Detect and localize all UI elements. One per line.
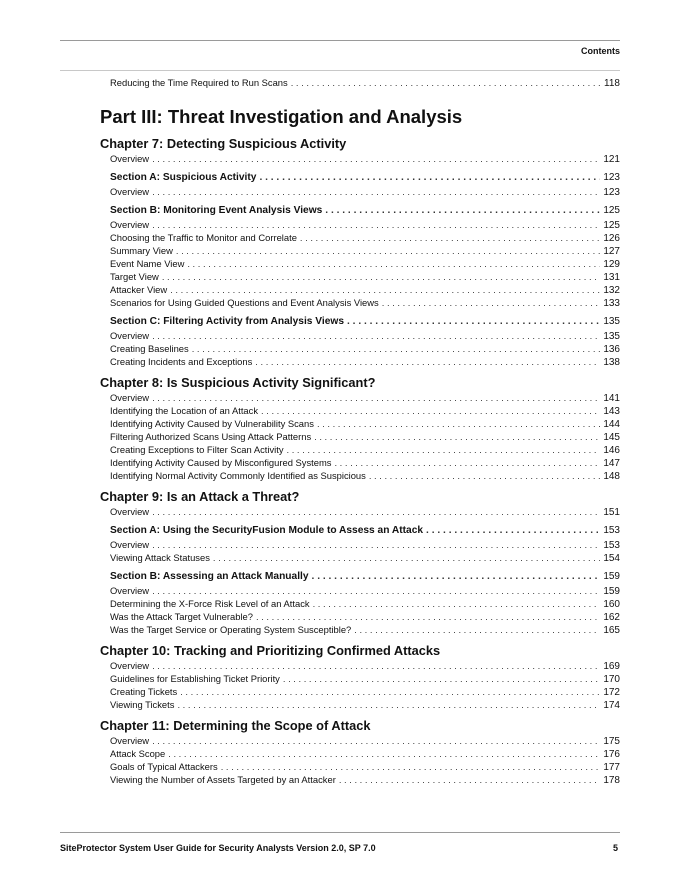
dot-leader xyxy=(255,355,600,368)
toc-section-entry[interactable] xyxy=(100,570,620,584)
toc-section-entry[interactable] xyxy=(100,171,620,185)
footer-document-title: SiteProtector System User Guide for Security Analysts Version 2.0, SP 7.0 xyxy=(60,843,376,853)
toc-section-entry[interactable] xyxy=(100,204,620,218)
toc-entry[interactable] xyxy=(100,747,620,760)
toc-entry[interactable] xyxy=(100,538,620,551)
dot-leader xyxy=(187,257,600,270)
toc-entry-title: Attack Scope xyxy=(110,748,166,759)
header-rule xyxy=(60,40,620,41)
dot-leader xyxy=(170,283,600,296)
toc-entry-title: Identifying the Location of an Attack xyxy=(110,405,259,416)
dot-leader xyxy=(317,417,600,430)
toc-entry-title: Overview xyxy=(110,219,150,230)
chapter-heading: Chapter 11: Determining the Scope of Attack xyxy=(100,718,371,733)
toc-entry-title: Choosing the Traffic to Monitor and Correlate xyxy=(110,232,297,243)
toc-entry[interactable] xyxy=(100,218,620,231)
footer-page-number: 5 xyxy=(612,843,618,853)
toc-entry-title: Scenarios for Using Guided Questions and Event Analysis Views xyxy=(110,297,379,308)
dot-leader xyxy=(152,218,600,231)
dot-leader xyxy=(162,270,601,283)
toc-entry-page: 151 xyxy=(603,507,620,518)
toc-entry-page: 125 xyxy=(603,205,620,216)
toc-entry[interactable] xyxy=(100,283,620,296)
dot-leader xyxy=(382,296,601,309)
toc-entry-title: Was the Target Service or Operating System Susceptible? xyxy=(110,624,352,635)
table-of-contents xyxy=(100,76,620,786)
toc-entry-page: 148 xyxy=(603,471,620,482)
toc-entry[interactable] xyxy=(100,672,620,685)
toc-entry-page: 147 xyxy=(603,458,620,469)
toc-entry[interactable] xyxy=(100,417,620,430)
toc-entry-title: Identifying Normal Activity Commonly Identified as Suspicious xyxy=(110,470,366,481)
toc-entry[interactable] xyxy=(100,152,620,165)
toc-entry[interactable] xyxy=(100,329,620,342)
toc-section-entry[interactable] xyxy=(100,315,620,329)
toc-entry-title: Filtering Authorized Scans Using Attack Patterns xyxy=(110,431,312,442)
chapter-heading: Chapter 8: Is Suspicious Activity Significant? xyxy=(100,375,376,390)
dot-leader xyxy=(339,773,600,786)
toc-entry-title: Overview xyxy=(110,539,150,550)
dot-leader xyxy=(177,698,600,711)
toc-entry[interactable] xyxy=(100,773,620,786)
dot-leader xyxy=(176,244,600,257)
chapter-heading: Chapter 10: Tracking and Prioritizing Confirmed Attacks xyxy=(100,643,441,658)
toc-entry[interactable] xyxy=(100,456,620,469)
toc-section-entry[interactable] xyxy=(100,524,620,538)
toc-entry-title: Attacker View xyxy=(110,284,168,295)
dot-leader xyxy=(334,456,600,469)
footer-rule xyxy=(60,832,620,833)
dot-leader xyxy=(369,469,600,482)
dot-leader xyxy=(313,597,601,610)
toc-entry-title: Goals of Typical Attackers xyxy=(110,761,218,772)
dot-leader xyxy=(152,538,600,551)
toc-entry[interactable] xyxy=(100,185,620,198)
part-heading: Part III: Threat Investigation and Analysis xyxy=(100,106,463,127)
dot-leader xyxy=(312,570,601,584)
toc-entry-page: 126 xyxy=(603,233,620,244)
dot-leader xyxy=(152,734,600,747)
dot-leader xyxy=(152,185,600,198)
toc-entry[interactable] xyxy=(100,355,620,368)
toc-entry-page: 146 xyxy=(603,445,620,456)
toc-entry-page: 162 xyxy=(603,612,620,623)
toc-entry[interactable] xyxy=(100,469,620,482)
toc-entry-page: 121 xyxy=(603,154,620,165)
dot-leader xyxy=(287,443,601,456)
dot-leader xyxy=(152,505,600,518)
toc-entry-page: 178 xyxy=(603,775,620,786)
dot-leader xyxy=(152,391,600,404)
toc-entry-title: Summary View xyxy=(110,245,173,256)
dot-leader xyxy=(283,672,600,685)
toc-entry-page: 154 xyxy=(603,553,620,564)
toc-entry-page: 160 xyxy=(603,599,620,610)
toc-entry-page: 143 xyxy=(603,406,620,417)
toc-entry-title: Overview xyxy=(110,660,150,671)
toc-entry[interactable] xyxy=(100,584,620,597)
toc-entry[interactable] xyxy=(100,659,620,672)
toc-entry-title: Was the Attack Target Vulnerable? xyxy=(110,611,253,622)
toc-entry-title: Section B: Assessing an Attack Manually xyxy=(110,571,309,582)
header-subrule xyxy=(60,70,620,71)
toc-entry-title: Determining the X-Force Risk Level of an Attack xyxy=(110,598,310,609)
toc-entry-title: Event Name View xyxy=(110,258,185,269)
toc-entry-title: Overview xyxy=(110,735,150,746)
toc-entry-title: Viewing Attack Statuses xyxy=(110,552,210,563)
dot-leader xyxy=(152,659,600,672)
toc-entry[interactable] xyxy=(100,685,620,698)
toc-entry-title: Overview xyxy=(110,392,150,403)
toc-entry[interactable] xyxy=(100,734,620,747)
toc-entry[interactable] xyxy=(100,443,620,456)
dot-leader xyxy=(300,231,600,244)
dot-leader xyxy=(261,404,600,417)
toc-entry[interactable] xyxy=(100,296,620,309)
dot-leader xyxy=(192,342,601,355)
dot-leader xyxy=(221,760,601,773)
toc-entry-page: 170 xyxy=(603,674,620,685)
toc-entry-title: Section A: Using the SecurityFusion Module to Assess an Attack xyxy=(110,525,424,536)
toc-entry-page: 174 xyxy=(603,700,620,711)
toc-entry[interactable] xyxy=(100,623,620,636)
toc-entry-page: 144 xyxy=(603,419,620,430)
toc-entry-title: Overview xyxy=(110,585,150,596)
toc-entry[interactable] xyxy=(100,505,620,518)
toc-entry-title: Section A: Suspicious Activity xyxy=(110,172,257,183)
toc-entry-title: Reducing the Time Required to Run Scans xyxy=(110,77,288,88)
toc-entry-page: 127 xyxy=(603,246,620,257)
dot-leader xyxy=(291,76,601,89)
dot-leader xyxy=(152,329,600,342)
toc-entry[interactable] xyxy=(100,391,620,404)
toc-entry-page: 138 xyxy=(603,357,620,368)
toc-entry-title: Creating Exceptions to Filter Scan Activity xyxy=(110,444,284,455)
toc-entry-title: Viewing Tickets xyxy=(110,699,175,710)
toc-entry[interactable] xyxy=(100,551,620,564)
toc-entry-page: 177 xyxy=(603,762,620,773)
toc-entry-page: 175 xyxy=(603,736,620,747)
dot-leader xyxy=(213,551,600,564)
toc-entry-page: 135 xyxy=(603,316,620,327)
toc-entry-title: Target View xyxy=(110,271,159,282)
toc-entry-page: 132 xyxy=(603,285,620,296)
dot-leader xyxy=(314,430,600,443)
toc-entry[interactable] xyxy=(100,231,620,244)
toc-entry[interactable] xyxy=(100,430,620,443)
toc-entry[interactable] xyxy=(100,404,620,417)
toc-entry-page: 145 xyxy=(603,432,620,443)
toc-entry-page: 176 xyxy=(603,749,620,760)
dot-leader xyxy=(354,623,600,636)
toc-entry-title: Identifying Activity Caused by Vulnerability Scans xyxy=(110,418,314,429)
dot-leader xyxy=(168,747,600,760)
toc-entry-page: 136 xyxy=(603,344,620,355)
toc-entry-title: Overview xyxy=(110,186,150,197)
toc-entry-title: Guidelines for Establishing Ticket Priority xyxy=(110,673,280,684)
toc-entry-page: 123 xyxy=(603,187,620,198)
dot-leader xyxy=(426,524,600,538)
toc-entry[interactable] xyxy=(100,244,620,257)
dot-leader xyxy=(347,315,600,329)
toc-entry-title: Overview xyxy=(110,153,150,164)
toc-entry[interactable] xyxy=(100,76,620,89)
toc-entry-title: Overview xyxy=(110,330,150,341)
toc-entry-page: 153 xyxy=(603,540,620,551)
dot-leader xyxy=(256,610,600,623)
dot-leader xyxy=(152,584,600,597)
toc-entry-page: 172 xyxy=(603,687,620,698)
toc-entry-page: 125 xyxy=(603,220,620,231)
dot-leader xyxy=(180,685,600,698)
toc-entry-title: Creating Incidents and Exceptions xyxy=(110,356,253,367)
toc-entry-title: Creating Baselines xyxy=(110,343,189,354)
toc-entry-page: 159 xyxy=(603,586,620,597)
toc-entry-title: Creating Tickets xyxy=(110,686,178,697)
toc-entry-title: Section C: Filtering Activity from Analysis Views xyxy=(110,316,344,327)
toc-entry-page: 131 xyxy=(603,272,620,283)
toc-entry[interactable] xyxy=(100,257,620,270)
toc-entry-page: 159 xyxy=(603,571,620,582)
toc-entry[interactable] xyxy=(100,610,620,623)
toc-entry-page: 135 xyxy=(603,331,620,342)
toc-entry[interactable] xyxy=(100,270,620,283)
toc-entry[interactable] xyxy=(100,597,620,610)
toc-entry-page: 133 xyxy=(603,298,620,309)
toc-entry-page: 153 xyxy=(603,525,620,536)
toc-entry-page: 118 xyxy=(604,78,620,89)
dot-leader xyxy=(325,204,600,218)
toc-entry-title: Overview xyxy=(110,506,150,517)
chapter-heading: Chapter 7: Detecting Suspicious Activity xyxy=(100,136,347,151)
toc-entry-title: Section B: Monitoring Event Analysis Views xyxy=(110,205,323,216)
toc-entry-title: Identifying Activity Caused by Misconfigured Systems xyxy=(110,457,332,468)
toc-entry-page: 169 xyxy=(603,661,620,672)
toc-entry[interactable] xyxy=(100,760,620,773)
toc-entry-page: 165 xyxy=(603,625,620,636)
chapter-heading: Chapter 9: Is an Attack a Threat? xyxy=(100,489,300,504)
toc-entry-page: 129 xyxy=(603,259,620,270)
toc-entry[interactable] xyxy=(100,342,620,355)
toc-entry[interactable] xyxy=(100,698,620,711)
dot-leader xyxy=(152,152,600,165)
toc-entry-page: 141 xyxy=(603,393,620,404)
dot-leader xyxy=(259,171,600,185)
toc-entry-title: Viewing the Number of Assets Targeted by an Attacker xyxy=(110,774,336,785)
running-header: Contents xyxy=(581,46,620,56)
toc-entry-page: 123 xyxy=(603,172,620,183)
